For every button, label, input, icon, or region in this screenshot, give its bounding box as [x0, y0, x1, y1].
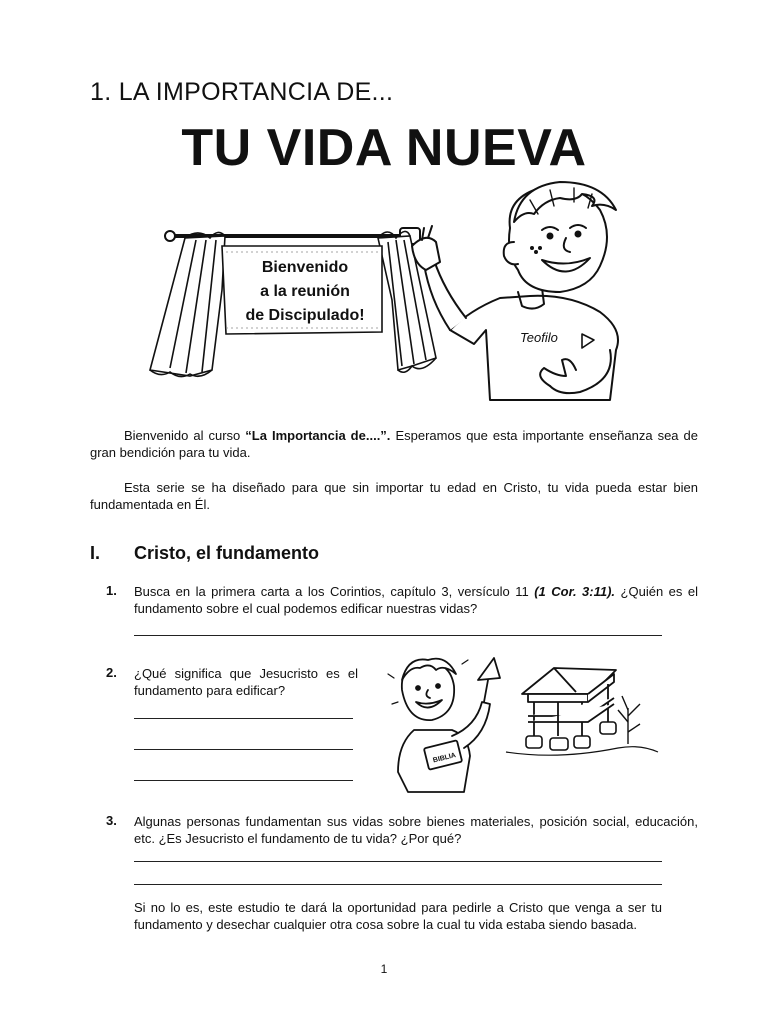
builder-eye-left	[416, 686, 420, 690]
builder-illustration	[378, 644, 664, 794]
tree-icon	[618, 696, 640, 744]
banner-line-2: a la reunión	[260, 283, 350, 300]
question-1-reference: (1 Cor. 3:11).	[534, 584, 616, 599]
answer-line-q2-1[interactable]	[134, 718, 353, 719]
answer-line-q1[interactable]	[134, 635, 662, 636]
left-curtain	[150, 232, 225, 376]
welcome-banner	[222, 246, 382, 334]
answer-line-q2-2[interactable]	[134, 749, 353, 750]
intro-paragraph-2	[90, 479, 698, 513]
trowel-icon	[478, 658, 500, 680]
builder-eye-right	[436, 684, 440, 688]
bible-label: BIBLIA	[432, 752, 457, 765]
intro-p1-start: Bienvenido al curso	[124, 428, 246, 443]
question-3-text: Algunas personas fundamentan sus vidas sobre bienes materiales, posición social, educación, etc. ¿Es Jesucristo el fundamento de tu vida? ¿Por qué?	[134, 814, 698, 846]
course-title-bold: “La Importancia de....”.	[245, 428, 391, 443]
answer-line-q2-3[interactable]	[134, 780, 353, 781]
stone-foundation	[526, 722, 616, 750]
shirt-name: Teofilo	[520, 330, 558, 345]
question-3-number: 3.	[106, 813, 117, 828]
question-1-number: 1.	[106, 583, 117, 598]
page-kicker: 1. LA IMPORTANCIA DE...	[90, 78, 394, 106]
intro-p2-text: Esta serie se ha diseñado para que sin importar tu edad en Cristo, tu vida pueda estar bien fundamentada en Él.	[90, 480, 698, 512]
question-2-number: 2.	[106, 665, 117, 680]
question-3-note: Si no lo es, este estudio te dará la oportunidad para pedirle a Cristo que venga a ser tu fundamento y desechar cualquier otra cosa sobre la cual tu vida estaba siendo basada.	[134, 900, 662, 932]
section-title: Cristo, el fundamento	[134, 543, 320, 563]
page-title: TU VIDA NUEVA	[181, 119, 587, 177]
trowel-handle	[484, 680, 488, 702]
page-number: 1	[380, 962, 388, 976]
banner-line-1: Bienvenido	[261, 259, 349, 276]
answer-line-q3-2[interactable]	[134, 884, 662, 885]
question-1-text-end: ¿Quién es el fundamento sobre el cual podemos edificar nuestras vidas?	[134, 584, 698, 616]
question-1-text-start: Busca en la primera carta a los Corintios, capítulo 3, versículo 11	[134, 584, 535, 599]
question-1-text	[134, 583, 698, 617]
section-number: I.	[90, 543, 101, 563]
banner-line-3: de Discipulado!	[245, 307, 365, 324]
question-2-text: ¿Qué significa que Jesucristo es el fundamento para edificar?	[134, 666, 358, 698]
intro-paragraph-1	[90, 427, 698, 461]
answer-line-q3-1[interactable]	[134, 861, 662, 862]
welcome-illustration	[130, 180, 650, 412]
intro-p1-end: Esperamos que esta importante enseñanza sea de gran bendición para tu vida.	[90, 428, 698, 460]
teofilo-character	[412, 182, 618, 400]
